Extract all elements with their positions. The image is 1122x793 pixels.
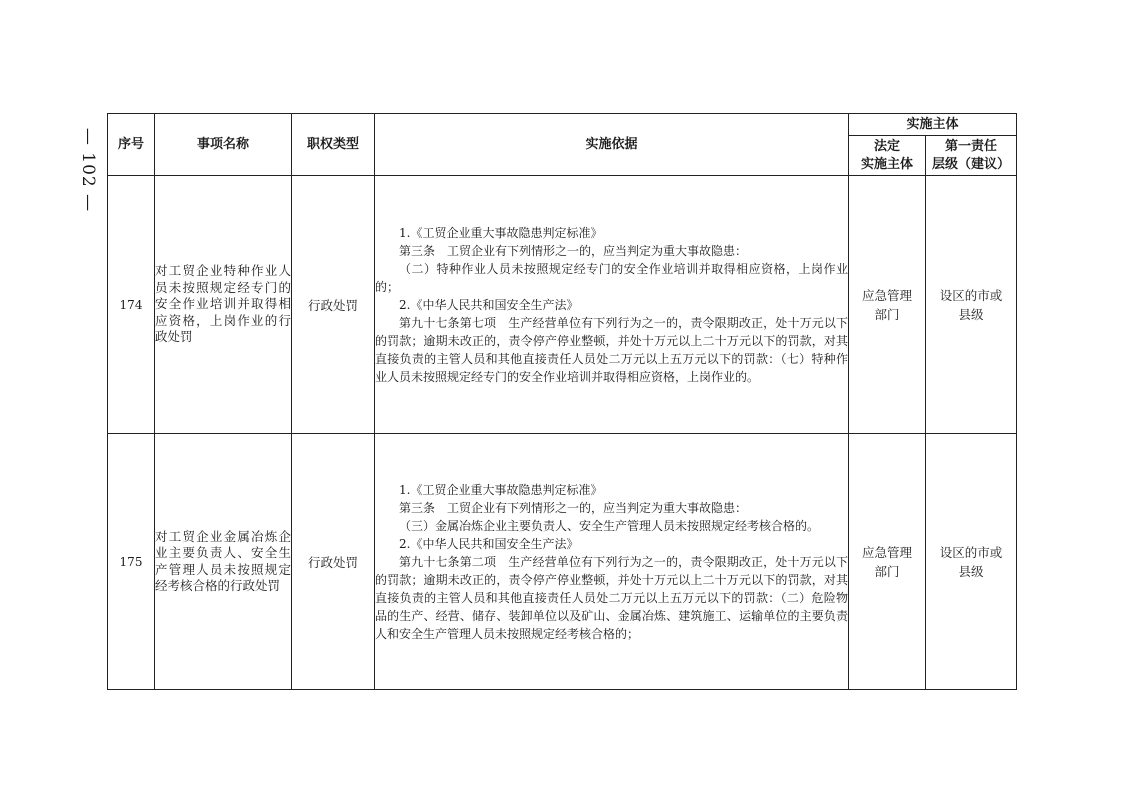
basis-line: 第九十七条第七项 生产经营单位有下列行为之一的，责令限期改正，处十万元以下的罚款；逾期未改正的，责令停产停业整顿，并处十万元以上二十万元以下的罚款，对其直接负责的主管人员和其他直接责任人员处二万元以上五万元以下的罚款：（七）特种作业人员未按照规定经专门的安全作业培训并取得相应资格，上岗作业的。 <box>375 315 848 384</box>
header-implementing-subject: 实施主体 <box>849 114 1017 136</box>
header-responsibility-level <box>926 136 1017 176</box>
header-seq: 序号 <box>108 114 155 176</box>
row-seq: 175 <box>108 434 155 690</box>
header-basis: 实施依据 <box>375 114 849 176</box>
basis-line: 第九十七条第二项 生产经营单位有下列行为之一的，责令限期改正，处十万元以下的罚款；逾期未改正的，责令停产停业整顿，并处十万元以上二十万元以下的罚款，对其直接负责的主管人员和其他直接责任人员处二万元以上五万元以下的罚款：（二）危险物品的生产、经营、储存、装卸单位以及矿山、金属冶炼、建筑施工、运输单位的主要负责人和安全生产管理人员未按照规定经考核合格的； <box>375 554 848 641</box>
row-responsibility-level <box>926 176 1017 434</box>
table-row <box>108 434 1017 690</box>
row-legal-subject-line1: 应急管理 <box>861 287 912 303</box>
header-legal-subject-line1: 法定 <box>873 138 900 154</box>
page-number-text: — 102 — <box>78 127 99 213</box>
basis-line: （二）特种作业人员未按照规定经专门的安全作业培训并取得相应资格，上岗作业的； <box>375 261 848 294</box>
basis-line: 第三条 工贸企业有下列情形之一的，应当判定为重大事故隐患： <box>399 500 748 515</box>
row-seq: 174 <box>108 176 155 434</box>
page-number <box>66 122 110 218</box>
row-item-name: 对工贸企业特种作业人员未按照规定经专门的安全作业培训并取得相应资格，上岗作业的行政处罚 <box>155 176 292 434</box>
row-legal-subject-line1: 应急管理 <box>861 544 912 560</box>
row-responsibility-level-line2: 县级 <box>958 563 984 579</box>
row-power-type: 行政处罚 <box>292 176 375 434</box>
header-responsibility-level-line2: 层级（建议） <box>932 156 1011 172</box>
basis-line: 第三条 工贸企业有下列情形之一的，应当判定为重大事故隐患： <box>399 243 748 258</box>
row-basis <box>375 176 849 434</box>
row-legal-subject <box>849 176 926 434</box>
row-basis <box>375 434 849 690</box>
basis-line: 1.《工贸企业重大事故隐患判定标准》 <box>399 482 603 497</box>
row-legal-subject <box>849 434 926 690</box>
row-legal-subject-line2: 部门 <box>874 306 900 322</box>
row-responsibility-level <box>926 434 1017 690</box>
basis-line: 1.《工贸企业重大事故隐患判定标准》 <box>399 225 603 240</box>
row-item-name: 对工贸企业金属冶炼企业主要负责人、安全生产管理人员未按照规定经考核合格的行政处罚 <box>155 434 292 690</box>
header-power-type: 职权类型 <box>292 114 375 176</box>
header-item-name: 事项名称 <box>155 114 292 176</box>
enforcement-items-table <box>107 113 1017 690</box>
row-legal-subject-line2: 部门 <box>874 563 900 579</box>
table-row <box>108 176 1017 434</box>
basis-line: 2.《中华人民共和国安全生产法》 <box>399 297 579 312</box>
basis-line: 2.《中华人民共和国安全生产法》 <box>399 536 579 551</box>
header-legal-subject <box>849 136 926 176</box>
header-legal-subject-line2: 实施主体 <box>860 156 913 172</box>
basis-line: （三）金属冶炼企业主要负责人、安全生产管理人员未按照规定经考核合格的。 <box>399 518 820 533</box>
row-responsibility-level-line2: 县级 <box>958 306 984 322</box>
row-responsibility-level-line1: 设区的市或 <box>939 287 1003 303</box>
row-power-type: 行政处罚 <box>292 434 375 690</box>
header-responsibility-level-line1: 第一责任 <box>945 138 998 154</box>
row-responsibility-level-line1: 设区的市或 <box>939 544 1003 560</box>
